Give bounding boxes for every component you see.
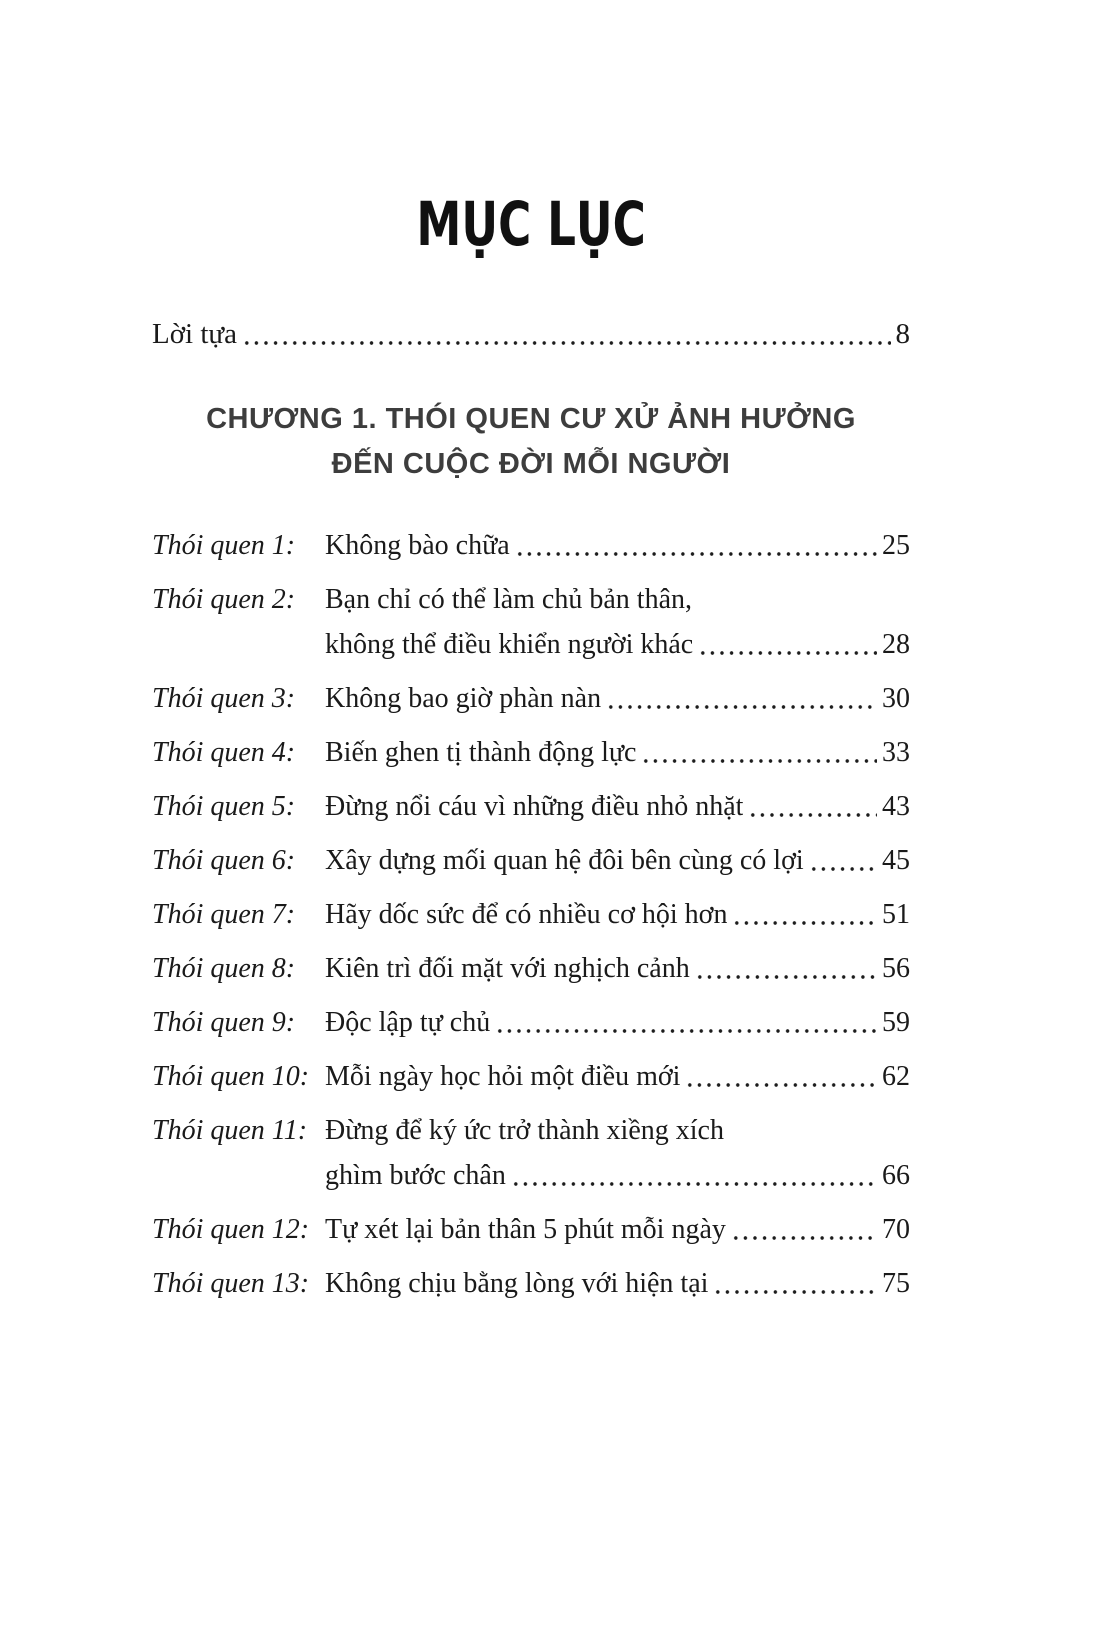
entry-label: Thói quen 12: <box>152 1214 310 1245</box>
toc-entry <box>152 1108 910 1198</box>
dot-leader <box>606 676 877 721</box>
toc-entry <box>152 1261 910 1306</box>
entry-label: Thói quen 9: <box>152 1007 296 1038</box>
entry-line <box>325 784 910 829</box>
entry-line <box>325 730 910 775</box>
entry-lines <box>325 1108 910 1198</box>
entry-title-text: Không chịu bằng lòng với hiện tại <box>325 1268 709 1299</box>
dot-leader <box>748 784 877 829</box>
dot-leader <box>641 730 877 775</box>
entry-line <box>325 523 910 568</box>
entry-line <box>325 1153 910 1198</box>
preface-label: Lời tựa <box>152 318 238 350</box>
entry-lines <box>325 523 910 568</box>
preface-page-number: 8 <box>895 318 910 350</box>
entry-label: Thói quen 13: <box>152 1268 310 1299</box>
chapter-heading-line2: ĐẾN CUỘC ĐỜI MỖI NGƯỜI <box>331 448 731 480</box>
entry-title-text: Đừng để ký ức trở thành xiềng xích <box>325 1115 724 1146</box>
dot-leader <box>713 1261 877 1306</box>
entry-page-number: 28 <box>882 629 910 660</box>
entry-line <box>325 1261 910 1306</box>
entry-lines <box>325 892 910 937</box>
toc-entry <box>152 730 910 775</box>
entry-page-number: 56 <box>882 953 910 984</box>
entry-lines <box>325 946 910 991</box>
entry-title-text: ghìm bước chân <box>325 1160 506 1191</box>
entry-page-number: 45 <box>882 845 910 876</box>
entry-title-text: Bạn chỉ có thể làm chủ bản thân, <box>325 584 692 615</box>
entry-lines <box>325 784 910 829</box>
entry-label: Thói quen 5: <box>152 791 296 822</box>
dot-leader <box>515 523 877 568</box>
entry-label: Thói quen 11: <box>152 1115 308 1146</box>
entry-lines <box>325 730 910 775</box>
toc-entries <box>152 523 910 1306</box>
entry-line <box>325 892 910 937</box>
entry-line <box>325 838 910 883</box>
entry-title-text: Tự xét lại bản thân 5 phút mỗi ngày <box>325 1214 726 1245</box>
entry-label: Thói quen 8: <box>152 953 296 984</box>
entry-page-number: 25 <box>882 530 910 561</box>
entry-lines <box>325 1261 910 1306</box>
entry-page-number: 75 <box>882 1268 910 1299</box>
entry-page-number: 43 <box>882 791 910 822</box>
entry-page-number: 59 <box>882 1007 910 1038</box>
entry-lines <box>325 676 910 721</box>
toc-entry <box>152 892 910 937</box>
entry-line <box>325 1000 910 1045</box>
toc-entry <box>152 1000 910 1045</box>
toc-entry <box>152 946 910 991</box>
toc-entry <box>152 523 910 568</box>
entry-lines <box>325 1054 910 1099</box>
entry-lines <box>325 577 910 667</box>
entry-title-text: Xây dựng mối quan hệ đôi bên cùng có lợi <box>325 845 804 876</box>
entry-title-text: Hãy dốc sức để có nhiều cơ hội hơn <box>325 899 728 930</box>
toc-entry <box>152 1054 910 1099</box>
page-title <box>152 188 910 260</box>
entry-title-text: Biến ghen tị thành động lực <box>325 737 637 768</box>
dot-leader <box>511 1153 877 1198</box>
preface-entry <box>152 312 910 357</box>
entry-title-text: Không bao giờ phàn nàn <box>325 683 602 714</box>
entry-label: Thói quen 10: <box>152 1061 310 1092</box>
entry-title-text: Độc lập tự chủ <box>325 1007 491 1038</box>
entry-lines <box>325 1000 910 1045</box>
toc-entry <box>152 676 910 721</box>
dot-leader <box>732 892 877 937</box>
toc-entry <box>152 784 910 829</box>
chapter-heading-line1: CHƯƠNG 1. THÓI QUEN CƯ XỬ ẢNH HƯỞNG <box>206 403 856 435</box>
entry-label: Thói quen 1: <box>152 530 296 561</box>
dot-leader <box>685 1054 877 1099</box>
entry-page-number: 62 <box>882 1061 910 1092</box>
entry-line <box>325 622 910 667</box>
entry-line <box>325 1054 910 1099</box>
entry-page-number: 66 <box>882 1160 910 1191</box>
entry-lines <box>325 1207 910 1252</box>
entry-line <box>325 946 910 991</box>
entry-title-text: Mỗi ngày học hỏi một điều mới <box>325 1061 681 1092</box>
chapter-heading <box>152 397 910 487</box>
entry-title-text: Đừng nổi cáu vì những điều nhỏ nhặt <box>325 791 744 822</box>
dot-leader <box>242 312 890 357</box>
entry-line <box>325 1108 910 1153</box>
dot-leader <box>731 1207 877 1252</box>
entry-page-number: 30 <box>882 683 910 714</box>
entry-label: Thói quen 2: <box>152 584 296 615</box>
toc-page <box>152 0 910 1306</box>
dot-leader <box>809 838 877 883</box>
entry-line <box>325 1207 910 1252</box>
dot-leader <box>495 1000 877 1045</box>
entry-line <box>325 577 910 622</box>
entry-label: Thói quen 3: <box>152 683 296 714</box>
entry-lines <box>325 838 910 883</box>
entry-label: Thói quen 4: <box>152 737 296 768</box>
entry-title-text: không thể điều khiển người khác <box>325 629 694 660</box>
entry-label: Thói quen 7: <box>152 899 296 930</box>
page-title-text: MỤC LỤC <box>416 188 646 260</box>
entry-title-text: Kiên trì đối mặt với nghịch cảnh <box>325 953 690 984</box>
entry-label: Thói quen 6: <box>152 845 296 876</box>
entry-page-number: 33 <box>882 737 910 768</box>
dot-leader <box>698 622 877 667</box>
entry-title-text: Không bào chữa <box>325 530 510 561</box>
toc-entry <box>152 838 910 883</box>
toc-entry <box>152 1207 910 1252</box>
entry-page-number: 51 <box>882 899 910 930</box>
toc-entry <box>152 577 910 667</box>
entry-page-number: 70 <box>882 1214 910 1245</box>
dot-leader <box>695 946 877 991</box>
entry-line <box>325 676 910 721</box>
